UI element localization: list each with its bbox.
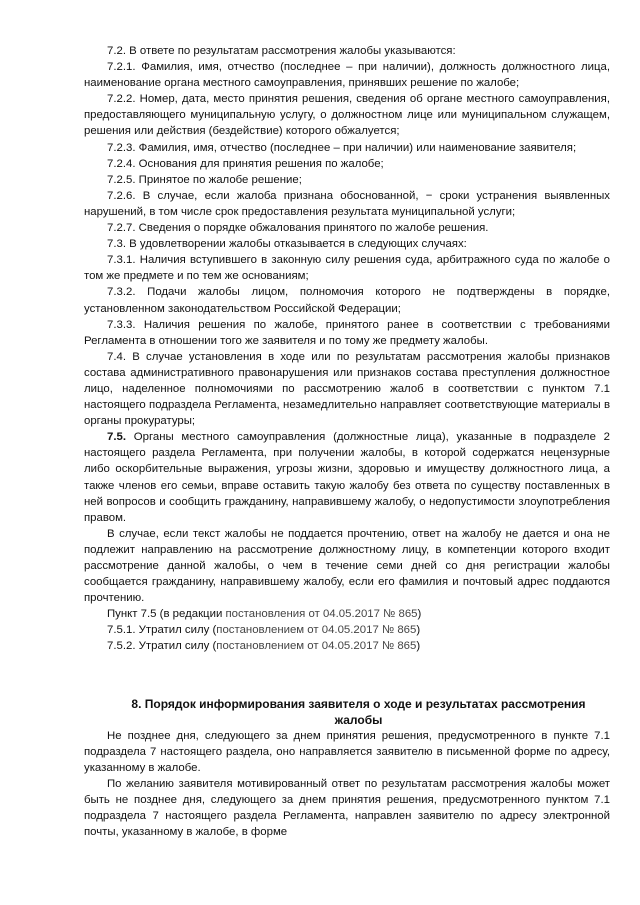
paragraph-7-5-body: Органы местного самоуправления (должностные лица), указанные в подразделе 2 настоящего раздела Регламента, при получении жалобы, в которой содержатся нецензурные либо оскорбительные выражения, угрозы жизни, здоровью и имуществу должностного лица, а также членов его семьи, вправе оставить такую жалобу без ответа по существу поставленных в ней вопросов и сообщить гражданину, направившему жалобу, о недопустимости злоупотребления правом. [84, 431, 610, 524]
document-page [84, 43, 610, 840]
paragraph-7-2-1: 7.2.1. Фамилия, имя, отчество (последнее – при наличии), должность должностного лица, наименование органа местного самоуправления, принявших решение по жалобе; [84, 61, 610, 90]
note-text: 7.5.1. Утратил силу ( [107, 624, 217, 637]
paragraph-7-3-3: 7.3.3. Наличия решения по жалобе, принятого ранее в соответствии с требованиями Регламента в отношении того же заявителя и по тому же предмету жалобы. [84, 318, 610, 347]
note-text: 7.5.2. Утратил силу ( [107, 640, 217, 653]
paragraph-7-2-6: 7.2.6. В случае, если жалоба признана обоснованной, − сроки устранения выявленных нарушений, в том числе срок предоставления результата муниципальной услуги; [84, 189, 610, 218]
paragraph-7-5-unreadable: В случае, если текст жалобы не поддается прочтению, ответ на жалобу не дается и она не подлежит направлению на рассмотрение должностному лицу, в компетенции которого входит рассмотрение данной жалобы, о чем в течение семи дней со дня регистрации жалобы сообщается гражданину, направившему жалобу, если его фамилия и почтовый адрес поддаются прочтению. [84, 527, 610, 605]
paragraph-7-3: 7.3. В удовлетворении жалобы отказывается в следующих случаях: [107, 238, 467, 251]
paragraph-7-5 [84, 429, 610, 526]
paragraph-7-2-3: 7.2.3. Фамилия, имя, отчество (последнее – при наличии) или наименование заявителя; [107, 141, 577, 154]
paragraph-7-2-7: 7.2.7. Сведения о порядке обжалования принятого по жалобе решения. [107, 222, 489, 235]
note-suffix: ) [417, 608, 422, 621]
section-gap [84, 655, 610, 696]
paragraph-7-5-edition-note [84, 606, 610, 622]
paragraph-7-4: 7.4. В случае установления в ходе или по результатам рассмотрения жалобы признаков состава административного правонарушения или признаков состава преступления должностное лицо, наделенное полномочиями по рассмотрению жалоб в соответствии с пунктом 7.1 настоящего подраздела Регламента, незамедлительно направляет соответствующие материалы в органы прокуратуры; [84, 350, 610, 428]
section-8-title: 8. Порядок информирования заявителя о ходе и результатах рассмотрения жалобы [131, 696, 586, 727]
paragraph-7-3-1: 7.3.1. Наличия вступившего в законную силу решения суда, арбитражного суда по жалобе о том же предмете и по тем же основаниям; [84, 254, 610, 283]
paragraph-7-2: 7.2. В ответе по результатам рассмотрения жалобы указываются: [107, 45, 456, 57]
paragraph-7-2-2: 7.2.2. Номер, дата, место принятия решения, сведения об органе местного самоуправления, предоставляющего муниципальную услугу, о должностном лице или муниципальном служащем, решения или действия (бездействие) которого обжалуется; [84, 93, 610, 138]
paragraph-7-2-4: 7.2.4. Основания для принятия решения по жалобе; [107, 157, 384, 170]
paragraph-7-5-1 [84, 622, 610, 638]
repeal-reference-link[interactable]: постановлением от 04.05.2017 № 865 [216, 640, 417, 653]
paragraph-7-5-number: 7.5. [107, 431, 126, 444]
paragraph-7-3-2: 7.3.2. Подачи жалобы лицом, полномочия которого не подтверждены в порядке, установленном законодательством Российской Федерации; [84, 286, 610, 315]
note-suffix: ) [416, 624, 421, 637]
repeal-reference-link[interactable]: постановлением от 04.05.2017 № 865 [216, 624, 417, 637]
note-suffix: ) [416, 640, 421, 653]
edition-reference-link[interactable]: постановления от 04.05.2017 № 865 [225, 608, 418, 621]
paragraph-7-5-2 [84, 638, 610, 654]
paragraph-8-1: Не позднее дня, следующего за днем принятия решения, предусмотренного в пункте 7.1 подраздела 7 настоящего раздела, оно направляется заявителю в письменной форме по адресу, указанному в жалобе. [84, 729, 610, 774]
paragraph-7-2-5: 7.2.5. Принятое по жалобе решение; [107, 173, 302, 186]
note-text: Пункт 7.5 (в редакции [107, 608, 226, 621]
paragraph-8-2: По желанию заявителя мотивированный ответ по результатам рассмотрения жалобы может быть не позднее дня, следующего за днем принятия решения, предусмотренного пунктом 7.1 подраздела 7 настоящего раздела Регламента, направлен заявителю по адресу электронной почты, указанному в жалобе, в форме [84, 777, 610, 839]
